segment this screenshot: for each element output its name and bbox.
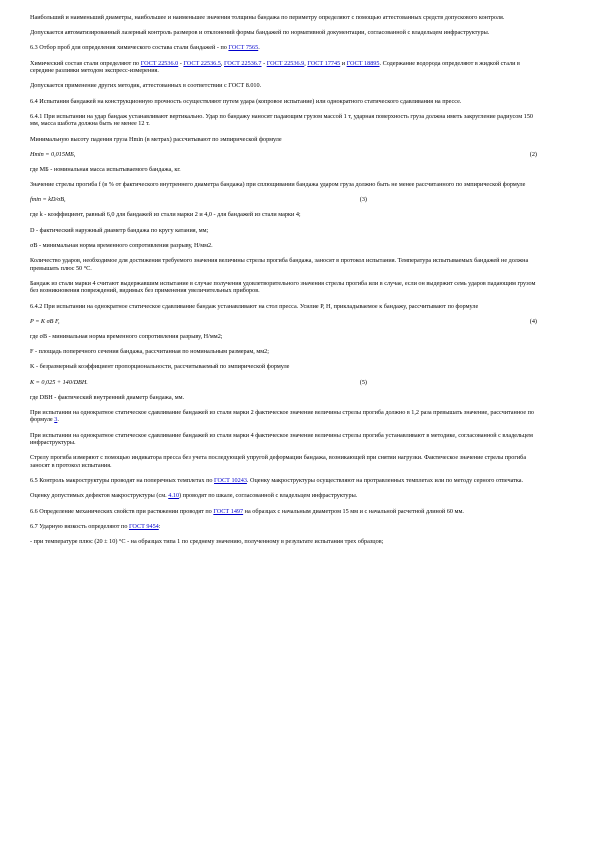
paragraph-sigma-b: σB - минимальная норма временного сопротивления разрыву, Н/мм2.: [30, 241, 213, 249]
link-gost-7565[interactable]: ГОСТ 7565: [228, 44, 259, 52]
paragraph-impact-count: Количество ударов, необходимое для достижения требуемого значения величины стрелы прогиба бандажа, заносят в протокол испытания. Температура испытываемых бандажей не должна превышать плюс 50 °С.: [30, 257, 529, 272]
formula-2: [30, 151, 537, 159]
paragraph-diameters: Наибольший и наименьший диаметры, наибольшее и наименьшее значения толщины бандажа по периметру определяют с помощью аттестованных средств допускового контроля.: [30, 14, 505, 21]
paragraph-diameter-d: D - фактический наружный диаметр бандажа по кругу катания, мм;: [30, 226, 209, 234]
paragraph-inner-diameter: где DВН - фактический внутренний диаметр бандажа, мм.: [30, 393, 185, 401]
paragraph-6-3: 6.3 Отбор проб для определения химического состава стали бандажей - по ГОСТ 7565.: [30, 44, 260, 52]
paragraph-min-height: Минимальную высоту падения груза Hmin (в метрах) рассчитывают по эмпирической формуле: [30, 135, 282, 143]
formula-2-number: (2): [529, 150, 537, 158]
formula-5-number: (5): [359, 378, 367, 386]
link-gost-22536-0[interactable]: ГОСТ 22536.0: [140, 59, 179, 67]
paragraph-other-methods: Допускается применение других методик, аттестованных в соответствии с ГОСТ 8.010.: [30, 82, 262, 90]
link-gost-22536-9[interactable]: ГОСТ 22536.9: [266, 59, 305, 67]
link-gost-1497[interactable]: ГОСТ 1497: [213, 507, 244, 515]
link-formula-3[interactable]: 3: [54, 416, 58, 424]
paragraph-6-4: 6.4 Испытания бандажей на конструкционную прочность осуществляют путем удара (копровое испытание) или однократного статического сдавливания на прессе.: [30, 97, 462, 105]
link-gost-10243[interactable]: ГОСТ 10243: [214, 477, 247, 485]
paragraph-6-6: 6.6 Определение механических свойств при растяжении проводят по ГОСТ 1497 на образцах с начальным диаметром 15 мм и с начальной расчетной длиной 60 мм.: [30, 507, 464, 515]
formula-5-expression: K = 0,025 + 140/DВН.: [30, 378, 88, 386]
paragraph-sigma-b-2: где σB - минимальная норма временного сопротивления разрыву, Н/мм2;: [30, 332, 223, 340]
paragraph-6-4-2: 6.4.2 При испытании на однократное статическое сдавливание бандаж устанавливают на стол пресса. Усилие P, Н, прикладываемое к бандажу, рассчитывают по формуле: [30, 302, 479, 310]
formula-4-expression: P = K σB F,: [30, 317, 60, 325]
paragraph-laser-control: Допускается автоматизированный лазерный контроль размеров и отклонений формы бандажей по нормативной документации, согласованной с владельцем инфраструктуры.: [30, 29, 490, 37]
paragraph-area-f: F - площадь поперечного сечения бандажа, рассчитанная по номинальным размерам, мм2;: [30, 348, 269, 356]
link-gost-22536-5[interactable]: ГОСТ 22536.5: [183, 59, 221, 67]
link-gost-22536-7[interactable]: ГОСТ 22536.7: [224, 59, 262, 67]
paragraph-6-5: 6.5 Контроль макроструктуры проводят на поперечных темплетах по ГОСТ 10243. Оценку макроструктуры осуществляют на протравленных темплетах или по методу серного отпечатка.: [30, 477, 524, 485]
link-gost-17745[interactable]: ГОСТ 17745: [307, 59, 341, 67]
paragraph-chemical-composition: Химический состав стали определяют по ГОСТ 22536.0 - ГОСТ 22536.5, ГОСТ 22536.7 - ГОСТ 22536.9, ГОСТ 17745 и ГОСТ 18895. Содержание водорода определяют в жидкой стали в середине разливки методом экспресс-измерения.: [30, 59, 520, 75]
link-gost-9454[interactable]: ГОСТ 9454: [128, 522, 159, 530]
paragraph-deflection: Значение стрелы прогиба f (в % от фактического внутреннего диаметра бандажа) при сплющивании бандажа ударом груза должно быть не менее рассчитанного по эмпирической формуле: [30, 181, 526, 189]
paragraph-coefficient-k: где k - коэффициент, равный 6,0 для бандажей из стали марки 2 и 4,0 - для бандажей из стали марки 4;: [30, 211, 301, 219]
paragraph-coefficient-K: K - безразмерный коэффициент пропорциональности, рассчитываемый по эмпирической формуле: [30, 363, 290, 371]
paragraph-mass-definition: где MБ - номинальная масса испытываемого бандажа, кг.: [30, 165, 181, 173]
formula-3-number: (3): [359, 196, 367, 204]
paragraph-deflection-measure: Стрелу прогиба измеряют с помощью индикатора пресса без учета последующей упругой деформации бандажа, возникающей при снятии нагрузки. Фактическое значение стрелы прогиба заносят в протокол испытания.: [30, 454, 527, 470]
formula-4: [30, 318, 537, 326]
link-gost-18895[interactable]: ГОСТ 18895: [346, 59, 380, 67]
paragraph-steel-4-crush: При испытании на однократное статическое сдавливание бандажей из стали марки 4 фактическое значение величины стрелы прогиба устанавливают в методике, согласованной с владельцем инфраструктуры.: [30, 431, 533, 447]
formula-4-number: (4): [529, 317, 537, 325]
formula-2-expression: Hmin = 0,015MБ,: [30, 150, 76, 158]
formula-3-expression: fmin = kD/σB,: [30, 196, 66, 204]
formula-3: [30, 196, 367, 204]
paragraph-steel-4-passed: Бандаж из стали марки 4 считают выдержавшим испытание в случае получения удовлетворительного значения стрелы прогиба или в случае, если он выдержит семь ударов падающим грузом без возникновения повреждений, видимых без применения увеличительных приборов.: [30, 279, 536, 295]
paragraph-6-7: 6.7 Ударную вязкость определяют по ГОСТ 9454:: [30, 522, 161, 530]
formula-5: [30, 379, 367, 387]
paragraph-impact-temperature: - при температуре плюс (20 ± 10) °С - на образцах типа 1 по среднему значению, полученному в результате испытания трех образцов;: [30, 537, 384, 545]
paragraph-macro-defects: Оценку допустимых дефектов макроструктуры (см. 4.10) проводят по шкале, согласованной с владельцем инфраструктуры.: [30, 492, 358, 500]
paragraph-6-4-1: 6.4.1 При испытании на удар бандаж устанавливают вертикально. Удар по бандажу наносят падающим грузом массой 1 т, ударная поверхность груза должна иметь закругление радиусом 150 мм, масса шабота должна быть не менее 12 т.: [30, 112, 534, 128]
link-section-4-10[interactable]: 4.10: [168, 492, 180, 500]
paragraph-steel-2-crush: При испытании на однократное статическое сдавливание бандажей из стали марки 2 фактическое значение величины стрелы прогиба должно в 1,2 раза превышать значение, рассчитанное по формуле 3.: [30, 408, 535, 424]
